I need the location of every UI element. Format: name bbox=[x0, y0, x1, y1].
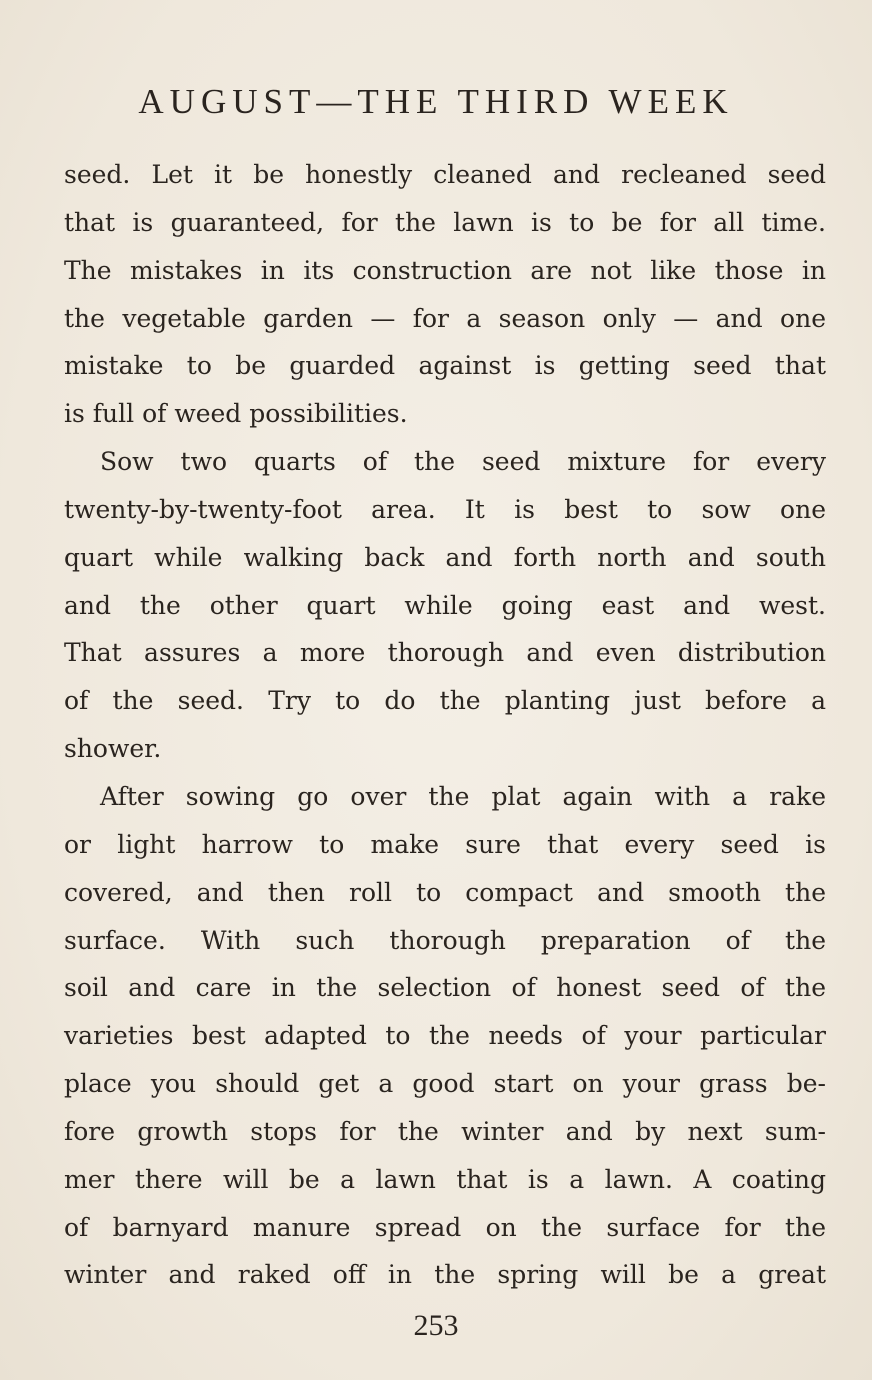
text-line: the vegetable garden — for a season only — and one bbox=[64, 303, 826, 333]
text-line: After sowing go over the plat again with a rake bbox=[100, 781, 826, 811]
text-line: twenty-by-twenty-foot area. It is best to sow one bbox=[64, 494, 826, 524]
text-line: place you should get a good start on your grass be- bbox=[64, 1069, 826, 1099]
text-line: soil and care in the selection of honest seed of the bbox=[64, 973, 826, 1003]
text-line: fore growth stops for the winter and by next sum- bbox=[64, 1116, 826, 1146]
paragraph-2 bbox=[64, 438, 826, 773]
text-line: mistake to be guarded against is getting seed that bbox=[64, 351, 826, 381]
text-line: varieties best adapted to the needs of your particular bbox=[64, 1021, 826, 1051]
text-line: mer there will be a lawn that is a lawn. A coating bbox=[64, 1164, 826, 1194]
text-line: The mistakes in its construction are not like those in bbox=[64, 255, 826, 285]
paragraph-1 bbox=[64, 151, 826, 438]
text-line: or light harrow to make sure that every seed is bbox=[64, 829, 826, 859]
running-head: AUGUST—THE THIRD WEEK bbox=[138, 82, 734, 121]
text-line: and the other quart while going east and west. bbox=[64, 590, 826, 620]
text-line: that is guaranteed, for the lawn is to be for all time. bbox=[64, 207, 826, 237]
text-line: of the seed. Try to do the planting just before a bbox=[64, 686, 826, 716]
paragraph-3 bbox=[64, 773, 826, 1299]
text-line: That assures a more thorough and even distribution bbox=[64, 638, 826, 668]
text-line: winter and raked off in the spring will be a great bbox=[64, 1260, 826, 1290]
text-line: surface. With such thorough preparation of the bbox=[64, 925, 826, 955]
text-line: shower. bbox=[64, 734, 162, 764]
body-text bbox=[64, 151, 826, 1299]
text-line: seed. Let it be honestly cleaned and recleaned seed bbox=[64, 160, 826, 189]
text-line: of barnyard manure spread on the surface for the bbox=[64, 1212, 826, 1242]
text-line: covered, and then roll to compact and smooth the bbox=[64, 877, 826, 907]
page-number: 253 bbox=[413, 1309, 459, 1342]
text-line: Sow two quarts of the seed mixture for every bbox=[100, 447, 826, 477]
text-line: quart while walking back and forth north and south bbox=[64, 542, 826, 572]
text-line: is full of weed possibilities. bbox=[64, 399, 408, 429]
